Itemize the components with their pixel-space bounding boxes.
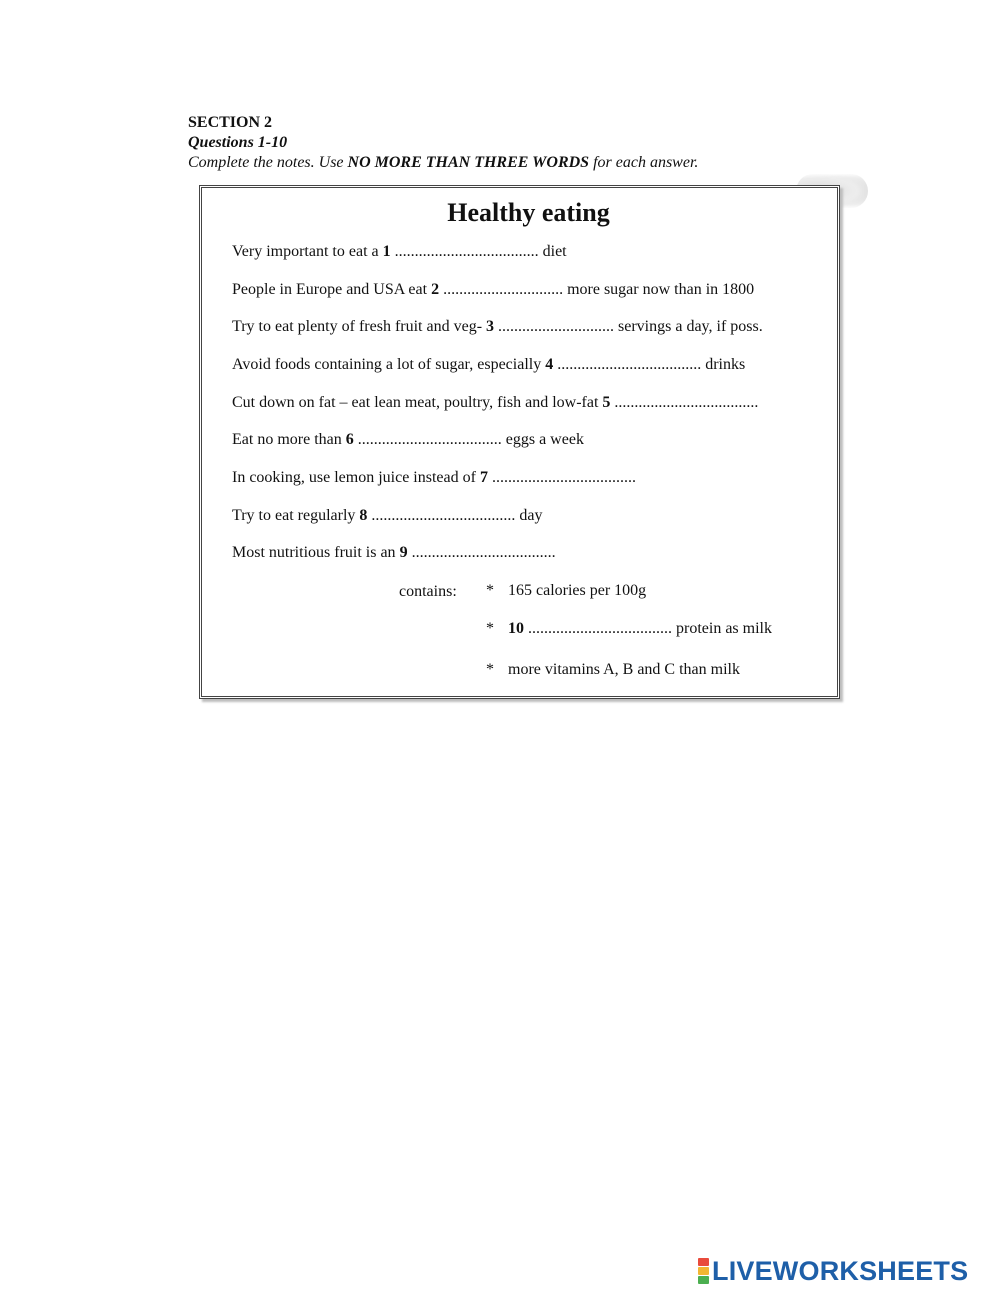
question-number: 6 bbox=[345, 431, 354, 448]
answer-blank[interactable]: .................................... bbox=[407, 544, 556, 561]
logo-block-v bbox=[698, 1276, 709, 1284]
note-item-5: Cut down on fat – eat lean meat, poultry, fish and low-fat 5 .................................... bbox=[232, 394, 759, 411]
bullet-item-2 bbox=[486, 620, 772, 638]
section-header bbox=[188, 113, 698, 173]
instructions-bold: NO MORE THAN THREE WORDS bbox=[347, 154, 590, 171]
instructions bbox=[188, 153, 698, 173]
bullet-star: * bbox=[486, 661, 494, 678]
answer-blank[interactable]: .................................... drinks bbox=[553, 356, 746, 373]
question-number: 4 bbox=[545, 356, 554, 373]
answer-blank[interactable]: .................................... diet bbox=[390, 243, 567, 260]
section-title: SECTION 2 bbox=[188, 114, 273, 131]
answer-blank[interactable]: .............................. more sugar now than in 1800 bbox=[439, 281, 755, 298]
answer-blank[interactable]: .................................... bbox=[487, 469, 636, 486]
bullet-item-1: * 165 calories per 100g bbox=[486, 582, 647, 599]
bullet-item-3: * more vitamins A, B and C than milk bbox=[486, 661, 740, 678]
question-number: 8 bbox=[359, 507, 368, 524]
note-item-7: In cooking, use lemon juice instead of 7 .................................... bbox=[232, 469, 636, 486]
bullet-star: * bbox=[486, 620, 494, 637]
question-number: 9 bbox=[399, 544, 408, 561]
question-number: 3 bbox=[486, 318, 495, 335]
logo-block-l bbox=[698, 1258, 709, 1266]
answer-blank[interactable]: .................................... protein as milk bbox=[524, 620, 772, 637]
question-number: 7 bbox=[479, 469, 488, 486]
logo-block-i bbox=[698, 1267, 709, 1275]
note-item-1: Very important to eat a 1 .................................... diet bbox=[232, 243, 567, 260]
answer-blank[interactable]: .................................... eggs a week bbox=[353, 431, 584, 448]
question-number: 1 bbox=[382, 243, 391, 260]
liveworksheets-logo bbox=[698, 1257, 968, 1285]
note-item-4: Avoid foods containing a lot of sugar, especially 4 .................................... drinks bbox=[232, 356, 746, 373]
contains-label: contains: bbox=[399, 583, 457, 600]
note-item-6: Eat no more than 6 .................................... eggs a week bbox=[232, 431, 584, 448]
note-item-3: Try to eat plenty of fresh fruit and veg- 3 ............................. servings a day, if poss. bbox=[232, 318, 763, 335]
instructions-pre: Complete the notes. Use bbox=[188, 154, 348, 171]
instructions-post: for each answer. bbox=[589, 154, 699, 171]
note-item-9: Most nutritious fruit is an 9 .................................... bbox=[232, 544, 556, 561]
notes-box bbox=[199, 185, 840, 699]
note-item-8: Try to eat regularly 8 .................................... day bbox=[232, 507, 543, 524]
logo-text: LIVEWORKSHEETS bbox=[712, 1255, 969, 1286]
questions-range: Questions 1-10 bbox=[188, 134, 288, 151]
answer-blank[interactable]: ............................. servings a day, if poss. bbox=[494, 318, 763, 335]
question-number: 5 bbox=[602, 394, 611, 411]
notes-title: Healthy eating bbox=[447, 198, 610, 227]
question-number: 10 bbox=[508, 620, 524, 637]
note-item-2: People in Europe and USA eat 2 .............................. more sugar now than in 1800 bbox=[232, 281, 755, 298]
logo-blocks-icon bbox=[698, 1258, 709, 1284]
answer-blank[interactable]: .................................... bbox=[610, 394, 759, 411]
answer-blank[interactable]: .................................... day bbox=[367, 507, 543, 524]
question-number: 2 bbox=[431, 281, 440, 298]
bullet-star: * bbox=[486, 582, 494, 599]
